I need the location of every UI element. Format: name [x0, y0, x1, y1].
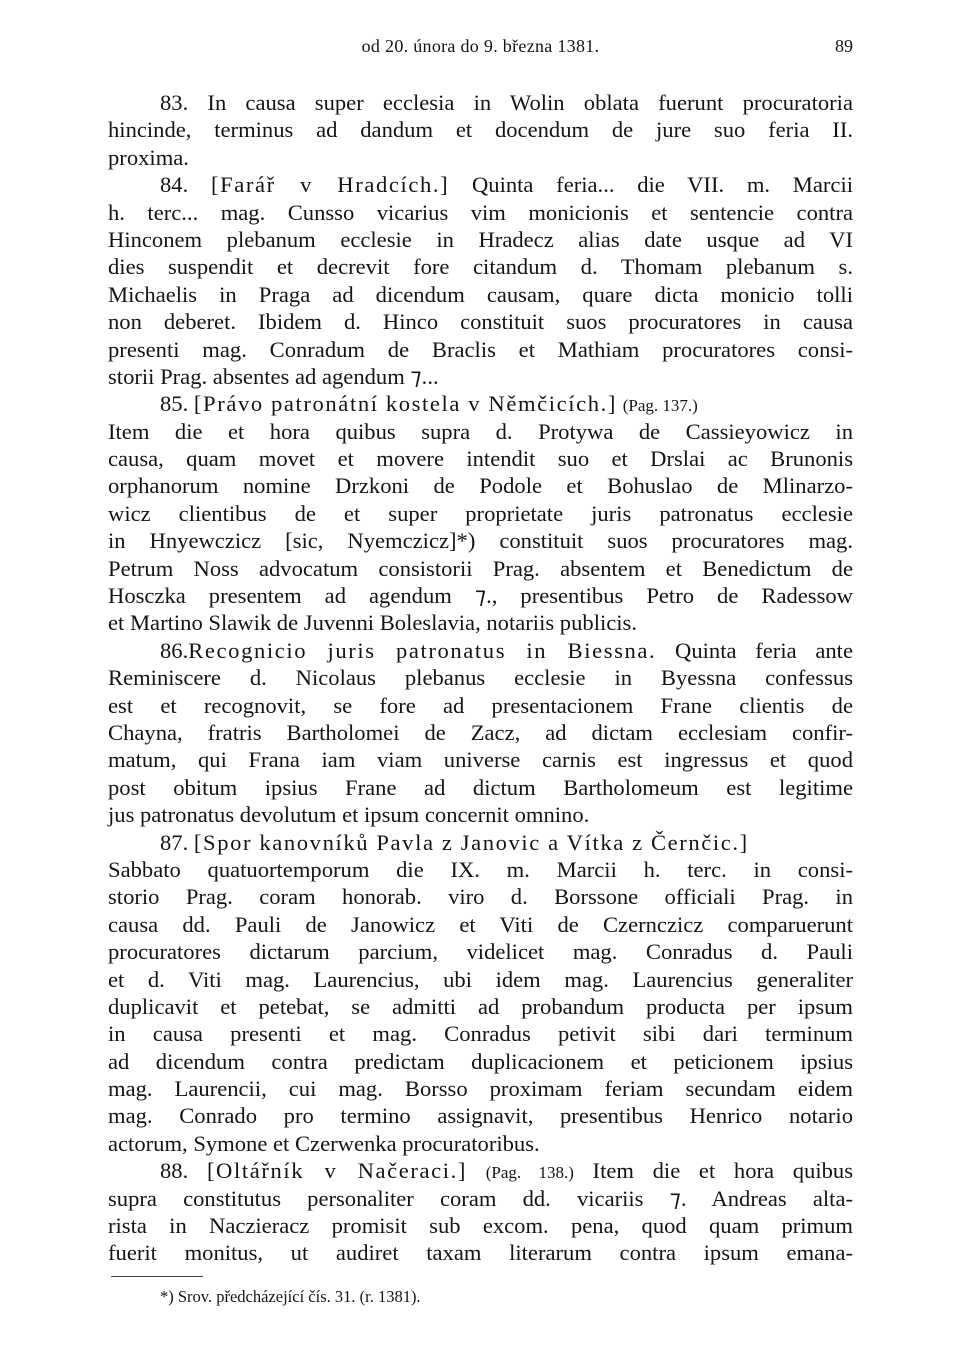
entry-87-first-line — [108, 829, 853, 856]
footnote-divider — [111, 1276, 203, 1277]
text-line: post obitum ipsius Frane ad dictum Bartholomeum est legitime — [108, 774, 853, 800]
text-line: Michaelis in Praga ad dicendum causam, quare dicta monicio tolli — [108, 281, 853, 307]
entry-heading: [Právo patronátní kostela v Němčicích.] — [193, 391, 618, 417]
entry-heading: [Oltářník v Načeraci.] — [206, 1158, 468, 1184]
text-line: proxima. — [108, 144, 189, 170]
page-reference: (Pag. 138.) — [485, 1163, 574, 1183]
text-line: jus patronatus devolutum et ipsum concernit omnino. — [108, 802, 590, 828]
text-line: Chayna, fratris Bartholomei de Zacz, ad dictam ecclesiam confir- — [108, 719, 853, 745]
text-line: supra constitutus personaliter coram dd. vicariis ⁊. Andreas alta- — [108, 1185, 853, 1211]
footnote: *) Srov. předcházející čís. 31. (r. 1381). — [160, 1287, 421, 1306]
entry-number: 87. — [160, 829, 189, 855]
running-title: od 20. února do 9. března 1381. — [361, 36, 600, 56]
entry-86-first-line — [108, 637, 853, 664]
entry-number: 85. — [160, 391, 189, 417]
text-line: mag. Conrado pro termino assignavit, presentibus Henrico notario — [108, 1103, 853, 1129]
text-line: storii Prag. absentes ad agendum ⁊... — [108, 363, 439, 389]
text-segment: Item die et hora quibus — [592, 1158, 853, 1184]
entry-88-first-line — [108, 1157, 853, 1184]
running-head — [108, 36, 853, 62]
text-line: Hinconem plebanum ecclesie in Hradecz alias date usque ad VI — [108, 226, 853, 252]
text-line: duplicavit et petebat, se admitti ad probandum producta per ipsum — [108, 993, 853, 1019]
text-line: wicz clientibus de et super proprietate juris patronatus ecclesie — [108, 500, 853, 526]
text-line: in Hnyewczicz [sic, Nyemczicz]*) constituit suos procuratores mag. — [108, 528, 853, 554]
entry-number: 84. — [160, 172, 189, 198]
page-number: 89 — [835, 36, 853, 56]
text-line: et d. Viti mag. Laurencius, ubi idem mag. Laurencius generaliter — [108, 966, 853, 992]
text-line: storio Prag. coram honorab. viro d. Borssone officiali Prag. in — [108, 884, 853, 910]
text-line: h. terc... mag. Cunsso vicarius vim monicionis et sentencie contra — [108, 199, 853, 225]
entry-85-first-line — [108, 390, 853, 417]
entry-84-first-line — [108, 171, 853, 198]
entry-heading: [Spor kanovníků Pavla z Janovic a Vítka z Černčic.] — [193, 829, 749, 855]
text-line: causa, quam movet et movere intendit suo et Drslai ac Brunonis — [108, 446, 853, 472]
text-line: et Martino Slawik de Juvenni Boleslavia, notariis publicis. — [108, 610, 637, 636]
text-line: Petrum Noss advocatum consistorii Prag. absentem et Benedictum de — [108, 555, 853, 581]
text-line: causa dd. Pauli de Janowicz et Viti de Czernczicz comparuerunt — [108, 911, 853, 937]
text-line: Sabbato quatuortemporum die IX. m. Marcii h. terc. in consi- — [108, 856, 853, 882]
text-line: procuratores dictarum parcium, videlicet mag. Conradus d. Pauli — [108, 939, 853, 965]
text-line: in causa presenti et mag. Conradus petivit sibi dari terminum — [108, 1021, 853, 1047]
entry-number: 88. — [160, 1158, 189, 1184]
text-line: est et recognovit, se fore ad presentacionem Frane clientis de — [108, 692, 853, 718]
text-segment: Quinta feria... die VII. m. Marcii — [471, 172, 853, 198]
text-line: Hosczka presentem ad agendum ⁊., presentibus Petro de Radessow — [108, 583, 853, 609]
page-reference: (Pag. 137.) — [622, 396, 698, 416]
text-line: fuerit monitus, ut audiret taxam literarum contra ipsum emana- — [108, 1240, 853, 1266]
entry-heading: Recognicio juris patronatus in Biessna. — [188, 637, 657, 663]
text-line: mag. Laurencii, cui mag. Borsso proximam feriam secundam eidem — [108, 1076, 853, 1102]
text-line: Item die et hora quibus supra d. Protywa de Cassieyowicz in — [108, 418, 853, 444]
text-line: matum, qui Frana iam viam universe carnis est ingressus et quod — [108, 747, 853, 773]
text-line: hincinde, terminus ad dandum et docendum de jure suo feria II. — [108, 117, 853, 143]
text-line: non deberet. Ibidem d. Hinco constituit suos procuratores in causa — [108, 309, 853, 335]
text-line: orphanorum nomine Drzkoni de Podole et Bohuslao de Mlinarzo- — [108, 473, 853, 499]
text-line: 83. In causa super ecclesia in Wolin oblata fuerunt procuratoria — [160, 90, 853, 115]
entry-number: 86. — [160, 637, 189, 663]
entry-heading: [Farář v Hradcích.] — [210, 172, 450, 198]
text-line: rista in Naczieracz promisit sub excom. pena, quod quam primum — [108, 1213, 853, 1239]
text-line: dies suspendit et decrevit fore citandum d. Thomam plebanum s. — [108, 254, 853, 280]
text-line: Reminiscere d. Nicolaus plebanus ecclesie in Byessna confessus — [108, 665, 853, 691]
text-line: actorum, Symone et Czerwenka procuratoribus. — [108, 1130, 540, 1156]
body-text — [108, 89, 853, 1267]
text-line: ad dicendum contra predictam duplicacionem et peticionem ipsius — [108, 1048, 853, 1074]
text-line: presenti mag. Conradum de Braclis et Mathiam procuratores consi- — [108, 336, 853, 362]
text-segment: Quinta feria ante — [675, 637, 853, 663]
